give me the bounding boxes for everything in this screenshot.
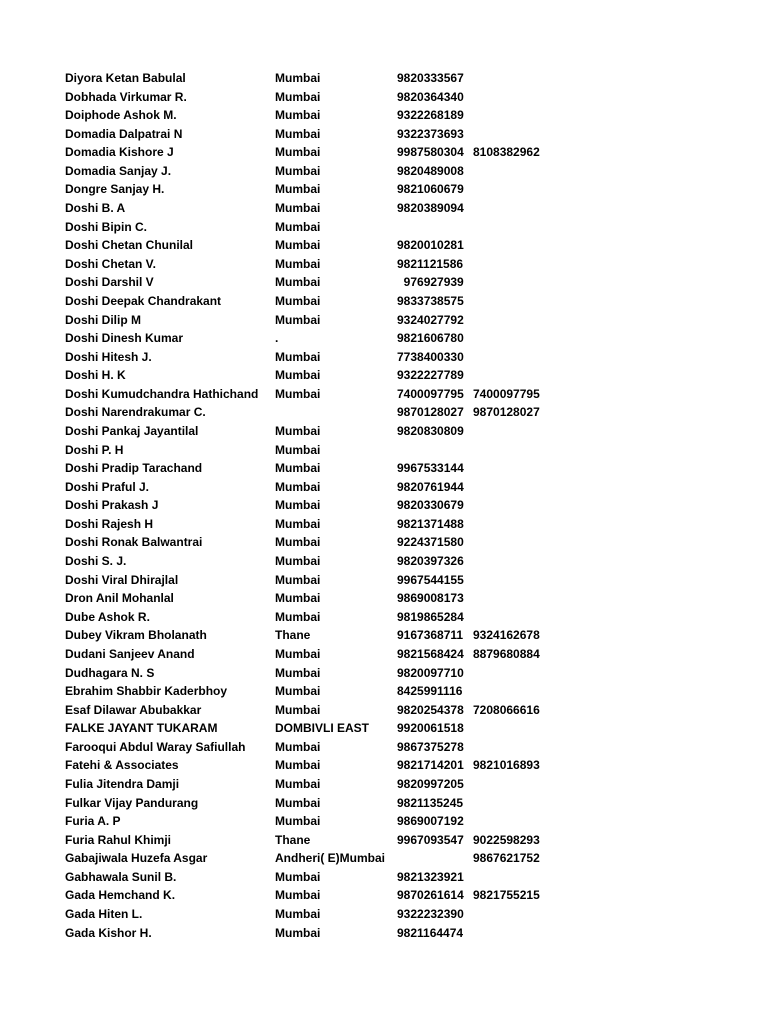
contact-name: Doshi Prakash J [65, 498, 159, 513]
contact-phone-secondary: 7400097795 [473, 386, 540, 401]
contact-name: Doshi Pradip Tarachand [65, 461, 203, 476]
contact-phone-primary: 7738400330 [397, 349, 464, 364]
contact-name: Dudhagara N. S [65, 665, 155, 680]
table-row [65, 738, 755, 757]
table-row [65, 868, 755, 887]
contact-phone-primary: 9833738575 [397, 293, 464, 308]
contact-name: Doshi Viral Dhirajlal [65, 572, 179, 587]
contact-name: Domadia Kishore J [65, 145, 174, 160]
contact-phone-primary: 9821060679 [397, 182, 464, 197]
contact-phone-primary: 9820010281 [397, 238, 464, 253]
contact-phone-primary: 9821323921 [397, 869, 464, 884]
contact-phone-primary: 9322232390 [397, 907, 464, 922]
contact-name: Gada Kishor H. [65, 925, 152, 940]
table-row [65, 719, 755, 738]
contact-city: Mumbai [275, 888, 321, 903]
contact-name: Doshi Ronak Balwantrai [65, 535, 203, 550]
contact-name: Doshi Deepak Chandrakant [65, 293, 222, 308]
contact-name: Doshi Bipin C. [65, 219, 147, 234]
contact-phone-primary: 7400097795 [397, 386, 464, 401]
contact-city: Mumbai [275, 684, 321, 699]
contact-city: Mumbai [275, 201, 321, 216]
contact-phone-primary: 9867375278 [397, 739, 464, 754]
contact-name: Doshi Rajesh H [65, 516, 154, 531]
contact-city: Mumbai [275, 126, 321, 141]
table-row [65, 143, 755, 162]
table-row [65, 125, 755, 144]
contact-phone-primary: 9820330679 [397, 498, 464, 513]
table-row [65, 292, 755, 311]
contact-name: Fulia Jitendra Damji [65, 776, 180, 791]
table-row [65, 812, 755, 831]
table-row [65, 533, 755, 552]
table-row [65, 180, 755, 199]
contact-city: Mumbai [275, 814, 321, 829]
contact-city: Mumbai [275, 442, 321, 457]
contact-name: Doshi Dinesh Kumar [65, 331, 184, 346]
contact-city: Mumbai [275, 275, 321, 290]
table-row [65, 106, 755, 125]
table-row [65, 905, 755, 924]
table-row [65, 69, 755, 88]
contact-city: Mumbai [275, 108, 321, 123]
table-row [65, 849, 755, 868]
table-row [65, 311, 755, 330]
table-row [65, 366, 755, 385]
contact-name: Doshi H. K [65, 368, 126, 383]
contact-name: Dongre Sanjay H. [65, 182, 165, 197]
contact-name: Furia A. P [65, 814, 121, 829]
contact-name: FALKE JAYANT TUKARAM [65, 721, 218, 736]
contact-name: Doshi B. A [65, 201, 126, 216]
contact-city: Mumbai [275, 219, 321, 234]
contact-phone-secondary: 7208066616 [473, 702, 540, 717]
contact-city: Mumbai [275, 256, 321, 271]
contact-phone-secondary: 9821016893 [473, 758, 540, 773]
contact-city: Mumbai [275, 758, 321, 773]
contact-name: Doshi Chetan Chunilal [65, 238, 194, 253]
contact-city: Mumbai [275, 293, 321, 308]
table-row [65, 515, 755, 534]
table-row [65, 496, 755, 515]
table-row [65, 348, 755, 367]
contact-name: Doiphode Ashok M. [65, 108, 177, 123]
table-row [65, 794, 755, 813]
contact-phone-primary: 9821714201 [397, 758, 464, 773]
contact-phone-secondary: 8108382962 [473, 145, 540, 160]
contact-name: Doshi Pankaj Jayantilal [65, 423, 199, 438]
contact-phone-primary: 9820997205 [397, 776, 464, 791]
table-row [65, 403, 755, 422]
contact-phone-secondary: 9870128027 [473, 405, 540, 420]
contact-city: Mumbai [275, 739, 321, 754]
contact-name: Ebrahim Shabbir Kaderbhoy [65, 684, 228, 699]
contact-name: Dobhada Virkumar R. [65, 89, 187, 104]
contact-phone-primary: 9967533144 [397, 461, 464, 476]
table-row [65, 682, 755, 701]
contact-phone-primary: 9167368711 [397, 628, 464, 643]
table-row [65, 199, 755, 218]
contact-city: Mumbai [275, 182, 321, 197]
contact-name: Furia Rahul Khimji [65, 832, 172, 847]
contact-phone-primary: 9322373693 [397, 126, 464, 141]
contact-phone-secondary: 8879680884 [473, 646, 540, 661]
contact-phone-primary: 9869008173 [397, 591, 464, 606]
contact-phone-primary: 9821606780 [397, 331, 464, 346]
contact-name: Farooqui Abdul Waray Safiullah [65, 739, 246, 754]
contact-city: Mumbai [275, 368, 321, 383]
contact-phone-primary: 9820097710 [397, 665, 464, 680]
table-row [65, 924, 755, 943]
table-row [65, 756, 755, 775]
contact-city: Andheri( E)Mumbai [275, 851, 385, 866]
table-row [65, 459, 755, 478]
contact-name: Gada Hemchand K. [65, 888, 176, 903]
contact-city: Mumbai [275, 312, 321, 327]
contact-city: Mumbai [275, 238, 321, 253]
contact-name: Fatehi & Associates [65, 758, 179, 773]
contact-city: Mumbai [275, 516, 321, 531]
table-row [65, 626, 755, 645]
contact-city: Mumbai [275, 423, 321, 438]
contact-city: Mumbai [275, 907, 321, 922]
contact-city: Mumbai [275, 646, 321, 661]
contact-city: Thane [275, 628, 311, 643]
contact-name: Doshi S. J. [65, 554, 127, 569]
contact-name: Domadia Dalpatrai N [65, 126, 183, 141]
table-row [65, 273, 755, 292]
contact-city: Mumbai [275, 479, 321, 494]
contact-city: Mumbai [275, 163, 321, 178]
contact-phone-primary: 9324027792 [397, 312, 464, 327]
contact-city: Mumbai [275, 609, 321, 624]
contact-name: Doshi Dilip M [65, 312, 141, 327]
table-row [65, 645, 755, 664]
table-row [65, 162, 755, 181]
contact-name: Gabhawala Sunil B. [65, 869, 177, 884]
contact-phone-primary: 9967544155 [397, 572, 464, 587]
contact-name: Doshi Darshil V [65, 275, 154, 290]
contact-name: Domadia Sanjay J. [65, 163, 172, 178]
table-row [65, 385, 755, 404]
contact-phone-primary: 9821568424 [397, 646, 464, 661]
contact-city: Mumbai [275, 665, 321, 680]
contact-city: DOMBIVLI EAST [275, 721, 370, 736]
table-row [65, 478, 755, 497]
directory-table [65, 69, 755, 942]
contact-name: Diyora Ketan Babulal [65, 71, 186, 85]
contact-phone-primary: 9322227789 [397, 368, 464, 383]
contact-city: Mumbai [275, 795, 321, 810]
contact-city: Mumbai [275, 386, 321, 401]
contact-phone-primary: 9920061518 [397, 721, 464, 736]
table-row [65, 664, 755, 683]
contact-phone-secondary: 9821755215 [473, 888, 540, 903]
contact-phone-primary: 9820389094 [397, 201, 464, 216]
contact-city: Thane [275, 832, 311, 847]
contact-city: Mumbai [275, 554, 321, 569]
contact-phone-primary: 9870128027 [397, 405, 464, 420]
contact-phone-primary: 9224371580 [397, 535, 464, 550]
table-row [65, 589, 755, 608]
contact-phone-primary: 8425991116 [397, 684, 463, 699]
contact-name: Dube Ashok R. [65, 609, 150, 624]
contact-name: Fulkar Vijay Pandurang [65, 795, 199, 810]
contact-phone-secondary: 9022598293 [473, 832, 540, 847]
contact-city: Mumbai [275, 461, 321, 476]
contact-city: Mumbai [275, 776, 321, 791]
contact-phone-primary: 9870261614 [397, 888, 464, 903]
contact-city: Mumbai [275, 702, 321, 717]
contact-phone-primary: 9987580304 [397, 145, 464, 160]
contact-phone-secondary: 9867621752 [473, 851, 540, 866]
contact-phone-primary: 9820489008 [397, 163, 464, 178]
contact-city: Mumbai [275, 145, 321, 160]
contact-phone-secondary: 9324162678 [473, 628, 540, 643]
contact-phone-primary: 9820333567 [397, 71, 464, 85]
contact-name: Doshi Narendrakumar C. [65, 405, 206, 420]
table-row [65, 422, 755, 441]
contact-phone-primary: 9820397326 [397, 554, 464, 569]
table-row [65, 831, 755, 850]
table-row [65, 775, 755, 794]
contact-city: Mumbai [275, 925, 321, 940]
contact-name: Gabajiwala Huzefa Asgar [65, 851, 208, 866]
contact-phone-primary: 9820364340 [397, 89, 464, 104]
table-row [65, 441, 755, 460]
contact-name: Doshi Praful J. [65, 479, 150, 494]
contact-city: . [275, 331, 279, 346]
table-row [65, 88, 755, 107]
contact-name: Esaf Dilawar Abubakkar [65, 702, 202, 717]
table-row [65, 886, 755, 905]
table-row [65, 236, 755, 255]
contact-city: Mumbai [275, 498, 321, 513]
table-row [65, 218, 755, 237]
contact-city: Mumbai [275, 572, 321, 587]
contact-name: Doshi Chetan V. [65, 256, 156, 271]
contact-name: Doshi Hitesh J. [65, 349, 152, 364]
contact-name: Doshi P. H [65, 442, 124, 457]
contact-city: Mumbai [275, 591, 321, 606]
contact-name: Doshi Kumudchandra Hathichand [65, 386, 259, 401]
contact-phone-primary: 9322268189 [397, 108, 464, 123]
contact-city: Mumbai [275, 71, 321, 85]
contact-name: Dron Anil Mohanlal [65, 591, 174, 606]
contact-city: Mumbai [275, 349, 321, 364]
contact-name: Gada Hiten L. [65, 907, 143, 922]
contact-phone-primary: 9821135245 [397, 795, 464, 810]
contact-name: Dudani Sanjeev Anand [65, 646, 195, 661]
table-row [65, 608, 755, 627]
contact-name: Dubey Vikram Bholanath [65, 628, 207, 643]
contact-city: Mumbai [275, 535, 321, 550]
contact-phone-primary: 9819865284 [397, 609, 464, 624]
table-row [65, 552, 755, 571]
contact-phone-primary: 9869007192 [397, 814, 464, 829]
contact-phone-primary: 9820830809 [397, 423, 464, 438]
table-row [65, 329, 755, 348]
contact-phone-primary: 9820254378 [397, 702, 464, 717]
contact-city: Mumbai [275, 89, 321, 104]
contact-phone-primary: 976927939 [397, 275, 464, 290]
contact-phone-primary: 9821371488 [397, 516, 464, 531]
table-row [65, 255, 755, 274]
contact-phone-primary: 9820761944 [397, 479, 464, 494]
contact-phone-primary: 9821164474 [397, 925, 464, 940]
table-row [65, 571, 755, 590]
contact-phone-primary: 9821121586 [397, 256, 464, 271]
contact-city: Mumbai [275, 869, 321, 884]
table-row [65, 701, 755, 720]
contact-phone-primary: 9967093547 [397, 832, 464, 847]
